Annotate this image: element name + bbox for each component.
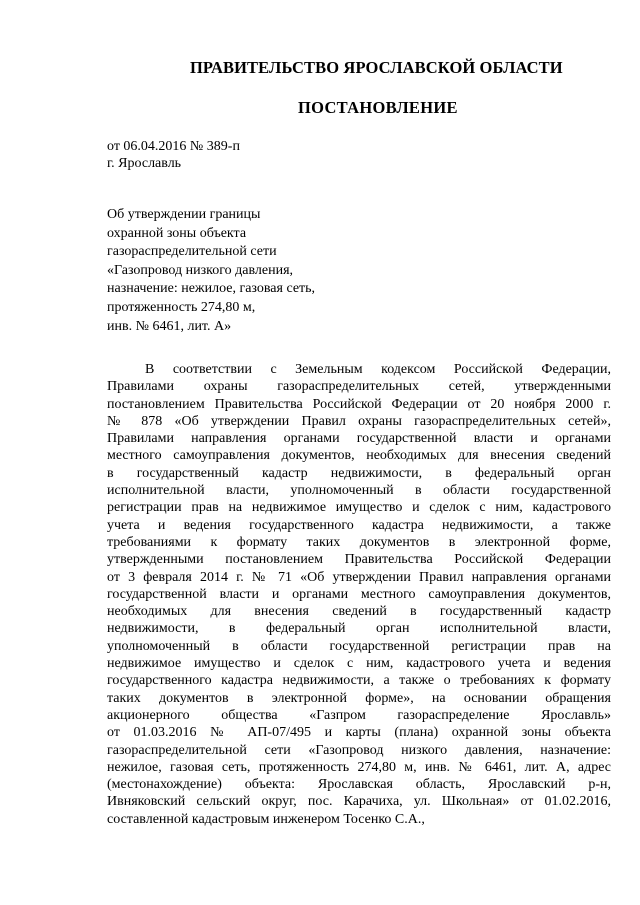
body-line: государственной власти и органами местного самоуправления документов, (107, 586, 611, 602)
document-subject (107, 206, 315, 336)
subject-line: охранной зоны объекта (107, 225, 247, 241)
body-line: от 3 февраля 2014 г. № 71 «Об утверждении Правил направления органами (107, 569, 611, 585)
body-line: таких документов в электронной форме», на основании обращения (107, 690, 611, 706)
body-line: утвержденными постановлением Правительства Российской Федерации (107, 552, 611, 568)
subject-line: назначение: нежилое, газовая сеть, (107, 281, 316, 297)
document-meta (107, 138, 240, 172)
body-line: В соответствии с Земельным кодексом Российской Федерации, (145, 362, 611, 377)
body-line: учета и ведения государственного кадастра недвижимости, а также (107, 517, 611, 533)
organization-title: ПРАВИТЕЛЬСТВО ЯРОСЛАВСКОЙ ОБЛАСТИ (190, 58, 563, 77)
body-line: нежилое, газовая сеть, протяженность 274,80 м, инв. № 6461, лит. А, адрес (107, 759, 611, 775)
body-line: необходимых для внесения сведений в государственный кадастр (107, 604, 611, 620)
document-type-title: ПОСТАНОВЛЕНИЕ (298, 98, 458, 117)
body-line: Правилами направления органами государственной власти и органами (107, 431, 611, 447)
body-line: регистрации прав на недвижимое имущество и сделок с ним, кадастрового (107, 500, 611, 516)
body-line: исполнительной власти, уполномоченный в области государственной (107, 483, 611, 499)
subject-line: Об утверждении границы (107, 207, 261, 222)
body-line: государственного кадастра недвижимости, а также о требованиях к формату (107, 673, 611, 689)
body-line: уполномоченный в области государственной регистрации прав на (107, 638, 611, 654)
body-line: (местонахождение) объекта: Ярославская область, Ярославский р-н, (107, 777, 611, 793)
body-line: недвижимое имущество и сделок с ним, кадастрового учета и ведения (107, 656, 611, 672)
city: г. Ярославль (107, 156, 182, 171)
body-line: составленной кадастровым инженером Тосенко С.А., (107, 811, 425, 827)
body-line: Правилами охраны газораспределительных сетей, утвержденными (107, 379, 611, 395)
subject-line: газораспределительной сети (107, 244, 277, 260)
body-line: местного самоуправления документов, необходимых для внесения сведений (107, 448, 611, 464)
subject-line: «Газопровод низкого давления, (107, 262, 294, 278)
date-number: от 06.04.2016 № 389-п (107, 139, 240, 154)
body-line: от 01.03.2016 № АП-07/495 и карты (плана) охранной зоны объекта (107, 725, 611, 741)
body-line: акционерного общества «Газпром газораспределение Ярославль» (107, 707, 611, 723)
body-line: Ивняковский сельский округ, пос. Карачиха, ул. Школьная» от 01.02.2016, (107, 794, 611, 810)
subject-line: протяженность 274,80 м, (107, 299, 256, 315)
subject-line: инв. № 6461, лит. А» (107, 318, 232, 334)
body-line: требованиями к формату таких документов в электронной форме, (107, 534, 611, 550)
body-line: газораспределительной сети «Газопровод низкого давления, назначение: (107, 742, 611, 758)
body-line: недвижимости, в федеральный орган исполнительной власти, (107, 621, 611, 637)
body-line: № 878 «Об утверждении Правил охраны газораспределительных сетей», (107, 413, 611, 429)
body-line: в государственный кадастр недвижимости, в федеральный орган (107, 465, 611, 481)
document-body (107, 361, 611, 828)
body-line: постановлением Правительства Российской Федерации от 20 ноября 2000 г. (107, 396, 611, 412)
